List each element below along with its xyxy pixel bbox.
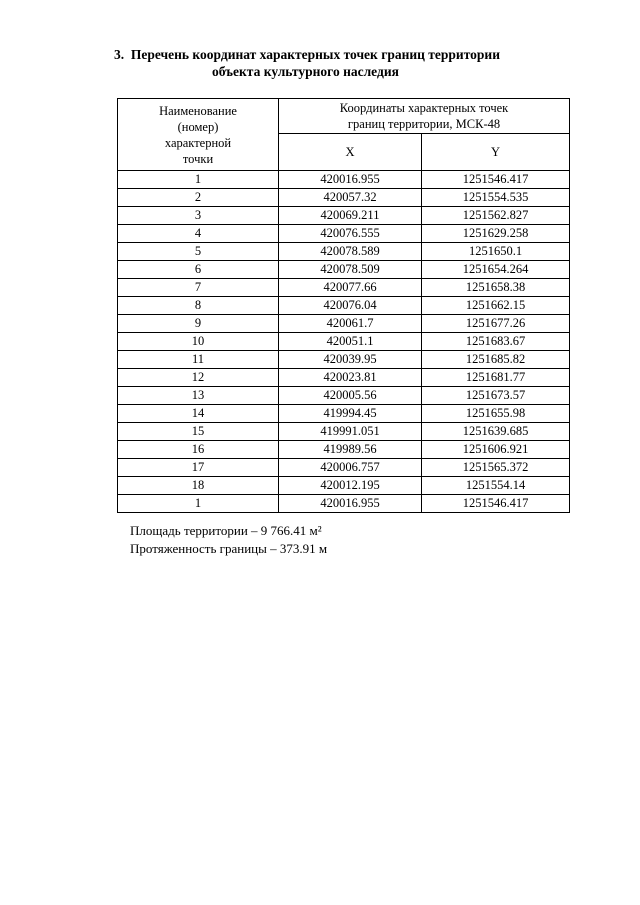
table-row <box>118 405 570 423</box>
point-number-cell: 8 <box>118 297 279 315</box>
point-number-cell: 1 <box>118 495 279 513</box>
y-coordinate-cell: 1251629.258 <box>422 225 570 243</box>
table-row <box>118 315 570 333</box>
coordinates-group-header: Координаты характерных точек границ территории, МСК-48 <box>279 99 570 134</box>
x-coordinate-cell: 420016.955 <box>279 495 422 513</box>
point-number-cell: 4 <box>118 225 279 243</box>
point-name-header: Наименование (номер) характерной точки <box>118 99 279 171</box>
table-row <box>118 225 570 243</box>
point-number-cell: 1 <box>118 171 279 189</box>
y-coordinate-cell: 1251565.372 <box>422 459 570 477</box>
x-coordinate-cell: 420057.32 <box>279 189 422 207</box>
table-row <box>118 459 570 477</box>
y-column-header: Y <box>422 134 570 171</box>
coordinates-table <box>117 98 570 513</box>
section-number: 3. <box>114 47 125 62</box>
table-row <box>118 171 570 189</box>
x-coordinate-cell: 419994.45 <box>279 405 422 423</box>
y-coordinate-cell: 1251606.921 <box>422 441 570 459</box>
point-number-cell: 17 <box>118 459 279 477</box>
table-row <box>118 477 570 495</box>
point-number-cell: 9 <box>118 315 279 333</box>
perimeter-text: Протяженность границы – 373.91 м <box>130 541 328 556</box>
heading-line-1: Перечень координат характерных точек границ территории <box>130 47 500 62</box>
table-row <box>118 261 570 279</box>
table-row <box>118 189 570 207</box>
y-coordinate-cell: 1251655.98 <box>422 405 570 423</box>
table-row <box>118 441 570 459</box>
table-row <box>118 279 570 297</box>
x-coordinate-cell: 420016.955 <box>279 171 422 189</box>
y-coordinate-cell: 1251683.67 <box>422 333 570 351</box>
point-number-cell: 14 <box>118 405 279 423</box>
point-number-cell: 5 <box>118 243 279 261</box>
x-coordinate-cell: 420023.81 <box>279 369 422 387</box>
y-coordinate-cell: 1251685.82 <box>422 351 570 369</box>
y-coordinate-cell: 1251650.1 <box>422 243 570 261</box>
table-row <box>118 423 570 441</box>
x-coordinate-cell: 420005.56 <box>279 387 422 405</box>
x-coordinate-cell: 420051.1 <box>279 333 422 351</box>
point-number-cell: 11 <box>118 351 279 369</box>
point-number-cell: 2 <box>118 189 279 207</box>
x-coordinate-cell: 420078.509 <box>279 261 422 279</box>
y-coordinate-cell: 1251673.57 <box>422 387 570 405</box>
table-row <box>118 297 570 315</box>
table-row <box>118 243 570 261</box>
table-row <box>118 495 570 513</box>
x-coordinate-cell: 420039.95 <box>279 351 422 369</box>
point-number-cell: 13 <box>118 387 279 405</box>
x-column-header: X <box>279 134 422 171</box>
point-number-cell: 16 <box>118 441 279 459</box>
summary <box>130 522 327 558</box>
y-coordinate-cell: 1251562.827 <box>422 207 570 225</box>
y-coordinate-cell: 1251554.14 <box>422 477 570 495</box>
point-number-cell: 7 <box>118 279 279 297</box>
y-coordinate-cell: 1251677.26 <box>422 315 570 333</box>
table-row <box>118 369 570 387</box>
y-coordinate-cell: 1251546.417 <box>422 495 570 513</box>
x-coordinate-cell: 420076.04 <box>279 297 422 315</box>
point-number-cell: 10 <box>118 333 279 351</box>
y-coordinate-cell: 1251639.685 <box>422 423 570 441</box>
table-row <box>118 387 570 405</box>
point-number-cell: 18 <box>118 477 279 495</box>
x-coordinate-cell: 420012.195 <box>279 477 422 495</box>
y-coordinate-cell: 1251681.77 <box>422 369 570 387</box>
y-coordinate-cell: 1251554.535 <box>422 189 570 207</box>
table-row <box>118 351 570 369</box>
table-row <box>118 207 570 225</box>
point-number-cell: 12 <box>118 369 279 387</box>
x-coordinate-cell: 420006.757 <box>279 459 422 477</box>
table-row <box>118 333 570 351</box>
x-coordinate-cell: 419991.051 <box>279 423 422 441</box>
y-coordinate-cell: 1251546.417 <box>422 171 570 189</box>
x-coordinate-cell: 419989.56 <box>279 441 422 459</box>
x-coordinate-cell: 420061.7 <box>279 315 422 333</box>
heading-line-2: объекта культурного наследия <box>212 64 399 79</box>
x-coordinate-cell: 420077.66 <box>279 279 422 297</box>
point-number-cell: 6 <box>118 261 279 279</box>
y-coordinate-cell: 1251654.264 <box>422 261 570 279</box>
section-heading <box>100 46 570 80</box>
y-coordinate-cell: 1251658.38 <box>422 279 570 297</box>
x-coordinate-cell: 420069.211 <box>279 207 422 225</box>
area-text: Площадь территории – 9 766.41 м² <box>130 523 322 538</box>
point-number-cell: 15 <box>118 423 279 441</box>
x-coordinate-cell: 420076.555 <box>279 225 422 243</box>
x-coordinate-cell: 420078.589 <box>279 243 422 261</box>
y-coordinate-cell: 1251662.15 <box>422 297 570 315</box>
point-number-cell: 3 <box>118 207 279 225</box>
